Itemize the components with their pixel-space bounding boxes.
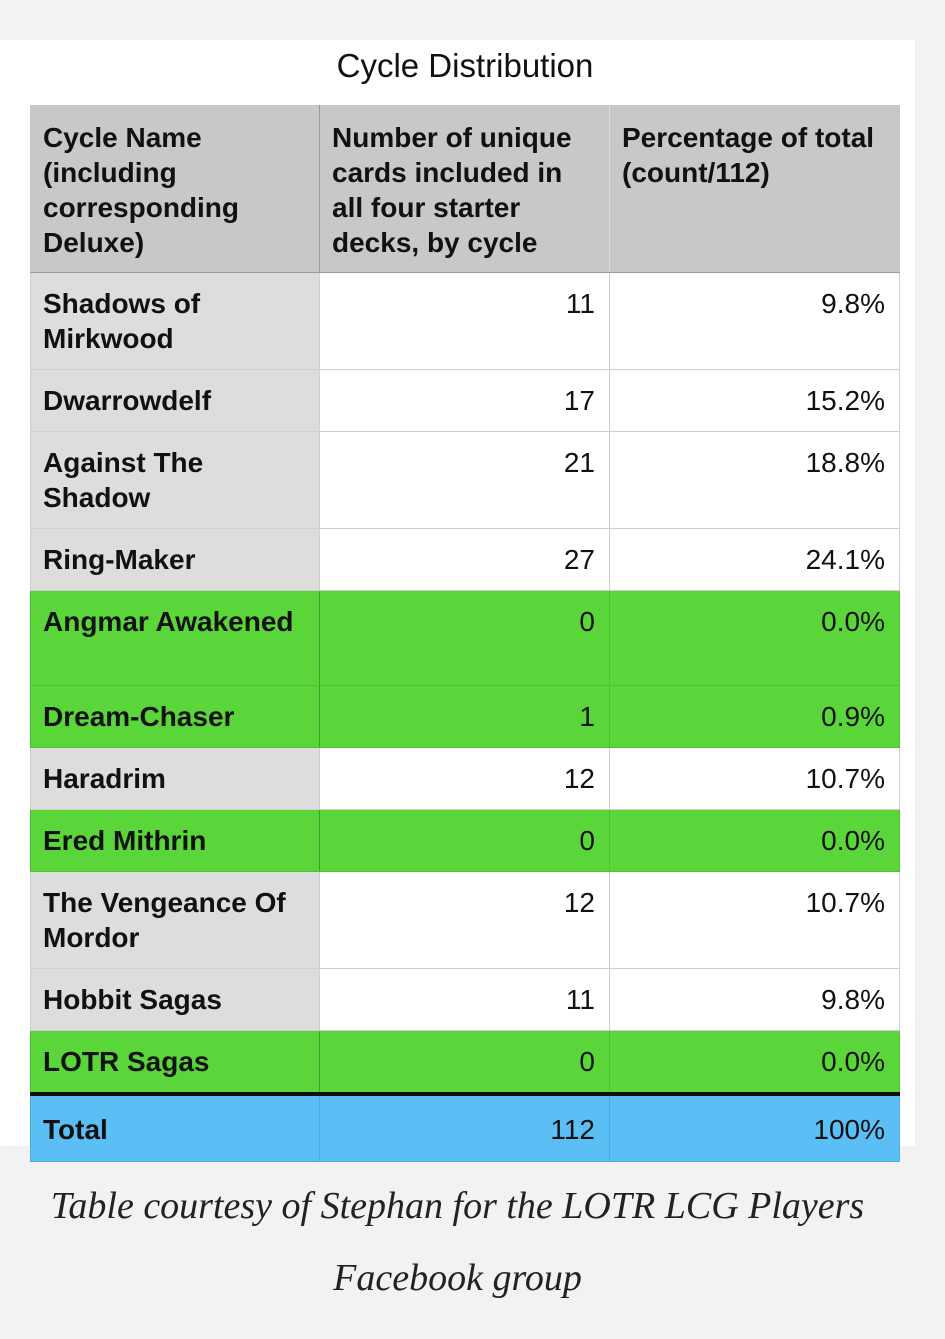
cycle-name-cell: LOTR Sagas	[31, 1031, 320, 1095]
count-cell: 1	[320, 686, 610, 748]
cycle-name-cell: Against The Shadow	[31, 432, 320, 529]
count-cell: 27	[320, 529, 610, 591]
cycle-name-cell: Hobbit Sagas	[31, 969, 320, 1031]
count-cell: 17	[320, 370, 610, 432]
cycle-name-cell: Dwarrowdelf	[31, 370, 320, 432]
count-cell: 12	[320, 872, 610, 969]
cycle-name-cell: The Vengeance Of Mordor	[31, 872, 320, 969]
table-row	[31, 686, 900, 748]
count-cell: 0	[320, 810, 610, 872]
percent-cell: 15.2%	[610, 370, 900, 432]
cycle-name-cell: Ring-Maker	[31, 529, 320, 591]
percent-cell: 10.7%	[610, 748, 900, 810]
count-cell: 12	[320, 748, 610, 810]
percent-cell: 9.8%	[610, 273, 900, 370]
total-count: 112	[320, 1094, 610, 1162]
table-row	[31, 1031, 900, 1095]
count-cell: 21	[320, 432, 610, 529]
total-row	[31, 1094, 900, 1162]
table-row	[31, 748, 900, 810]
header-percentage: Percentage of total (count/112)	[610, 106, 900, 273]
table-row	[31, 969, 900, 1031]
cycle-name-cell: Haradrim	[31, 748, 320, 810]
header-cycle-name: Cycle Name (including corresponding Deluxe)	[31, 106, 320, 273]
percent-cell: 0.0%	[610, 591, 900, 686]
cycle-distribution-table	[30, 105, 900, 1162]
percent-cell: 0.0%	[610, 810, 900, 872]
table-row	[31, 529, 900, 591]
percent-cell: 18.8%	[610, 432, 900, 529]
table-row	[31, 370, 900, 432]
table-title: Cycle Distribution	[336, 47, 594, 84]
table-row	[31, 591, 900, 686]
percent-cell: 0.9%	[610, 686, 900, 748]
count-cell: 0	[320, 1031, 610, 1095]
table-row	[31, 273, 900, 370]
total-label: Total	[31, 1094, 320, 1162]
cycle-name-cell: Shadows of Mirkwood	[31, 273, 320, 370]
table-row	[31, 432, 900, 529]
cycle-name-cell: Dream-Chaser	[31, 686, 320, 748]
percent-cell: 0.0%	[610, 1031, 900, 1095]
cycle-name-cell: Ered Mithrin	[31, 810, 320, 872]
table-row	[31, 810, 900, 872]
count-cell: 11	[320, 273, 610, 370]
header-row	[31, 106, 900, 273]
percent-cell: 10.7%	[610, 872, 900, 969]
count-cell: 0	[320, 591, 610, 686]
count-cell: 11	[320, 969, 610, 1031]
table-row	[31, 872, 900, 969]
total-percent: 100%	[610, 1094, 900, 1162]
table-body	[31, 273, 900, 1095]
percent-cell: 24.1%	[610, 529, 900, 591]
percent-cell: 9.8%	[610, 969, 900, 1031]
header-unique-cards: Number of unique cards included in all four starter decks, by cycle	[320, 106, 610, 273]
cycle-name-cell: Angmar Awakened	[31, 591, 320, 686]
caption: Table courtesy of Stephan for the LOTR LCG Players Facebook group	[50, 1185, 865, 1299]
